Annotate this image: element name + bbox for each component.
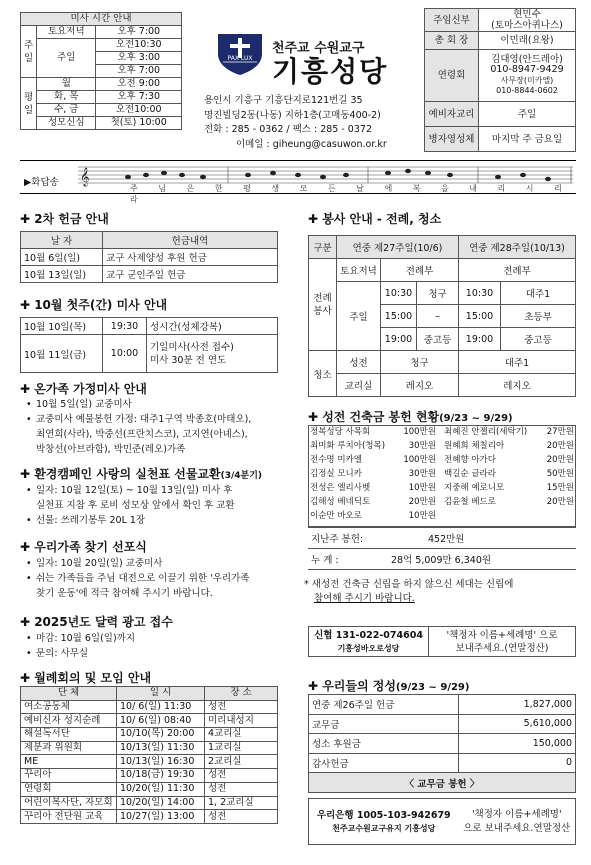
table-cell: 10:30 [381,282,417,305]
list-item: • 선물: 쓰레기봉투 20L 1장 [26,515,146,526]
email: 이메일 : giheung@casuwon.or.kr [236,138,387,150]
list-item: • 일자: 10월 12일(토) ~ 10월 13일(일) 미사 후 [26,485,233,496]
table-cell: 20만원 [546,455,574,465]
table-cell: – [417,305,459,328]
week-total: 452만원 [388,528,576,549]
staff-name: 김대영(안드레아) 010-8947-9429 사무장(미카엘) 010-8844-0602 [479,50,576,102]
list-item: 박창선(아브라함), 박민준(레오)가족 [36,444,186,455]
mass-time: 오후 3:00 [96,52,182,65]
mass-day: 수, 금 [37,104,96,117]
cross-icon: ✚ [308,679,319,693]
staff-name: 현민수 (토마스아퀴나스) [479,9,576,32]
list-item: • 문의: 사무실 [26,648,89,659]
section-title: ✚ 봉사 안내 - 전례, 청소 [308,212,442,226]
table-cell: 27만원 [546,427,574,437]
eco-list [26,483,235,528]
table-cell: 1,827,000 [459,695,576,715]
cross-icon: ✚ [20,212,31,226]
mass-time: 오후 7:00 [96,65,182,78]
table-cell: 중고등 [501,328,576,351]
table-cell: 10/ 6(일) 11:30 [117,700,205,714]
list-item: • 10월 5일(일) 교중미사 [26,399,132,410]
table-cell: 100만원 [403,455,436,465]
table-cell: 성전 [205,769,278,783]
table-cell: 전성은 엘리사벳 [310,483,371,493]
table-cell: 성전 [337,351,381,374]
list-item: 실천표 지참 후 로비 성모상 앞에서 확인 후 교환 [36,500,235,511]
cross-icon: ✚ [20,671,31,685]
dues-title: 〈 교무금 봉헌 〉 [309,773,576,793]
column-header: 연중 제28주일(10/13) [459,236,576,259]
table-cell: 20만원 [546,497,574,507]
table-cell: 10/27(일) 13:00 [117,810,205,824]
table-cell: 10월 13일(일) [21,266,103,283]
fund-note [304,578,513,606]
liturgy-label: 전례 봉사 [309,259,337,351]
table-cell: 정복성당 사목회 [310,427,371,437]
mass-times-table [20,12,182,130]
cross-icon: ✚ [20,615,31,629]
cross-icon: ✚ [20,382,31,396]
table-cell: 여소공동체 [21,700,117,714]
table-cell: 10월 11일(금) [21,335,103,373]
table-cell: 1교리실 [205,741,278,755]
fund-total-table [308,527,576,570]
service-table [308,235,576,397]
section-title: ✚ 10월 첫주(간) 미사 안내 [20,298,168,312]
account-memo: '책정자 이름+세례명' 으로 보내주세요.연말정산 [459,799,576,845]
table-cell: 성시간(성체강복) [147,318,278,335]
table-cell: 김해성 베네딕토 [310,497,371,507]
table-cell: 10/13(일) 11:30 [117,741,205,755]
cross-icon: ✚ [20,298,31,312]
table-cell: 100만원 [403,427,436,437]
table-cell: 김윤철 베드로 [444,497,496,507]
list-item: • 일자: 10월 20일(일) 교중미사 [26,558,163,569]
table-cell: 19:30 [103,318,147,335]
svg-text:PAX LUX: PAX LUX [227,55,253,62]
column-header: 일 시 [117,687,205,701]
table-cell: 150,000 [459,734,576,754]
table-cell: 10/13(일) 16:30 [117,755,205,769]
mass-time: 오후 7:30 [96,91,182,104]
table-cell: 원혜희 체칠리아 [444,441,505,451]
parish-logo [215,32,265,76]
table-cell: 19:00 [381,328,417,351]
offering-table [308,694,576,793]
staff-role: 주임신부 [425,9,479,32]
table-cell: 10/18(금) 19:30 [117,769,205,783]
table-cell: 백길순 글라라 [444,469,496,479]
section-title: ✚ 우리들의 정성(9/23 ~ 9/29) [308,679,470,693]
table-cell: 레지오 [381,374,459,397]
list-item: • 쉬는 가족들을 주님 대전으로 이끌기 위한 '우리가족 [26,573,250,584]
table-cell: 대주1 [459,351,576,374]
section-title: ✚ 환경캠페인 사랑의 실천표 선물교환(3/4분기) [20,467,263,481]
psalm-response [20,160,576,204]
sunday-label: 주 일 [21,26,37,78]
table-cell: 성전 [205,700,278,714]
weekday-label: 평 일 [21,78,37,130]
table-cell: 성전 [205,782,278,796]
address-line-1: 용인시 기흥구 기흥단지로121번길 35 [204,95,363,106]
table-cell: 지중해 예로니모 [444,483,505,493]
list-item: • 마감: 10월 6일(일)까지 [26,633,136,644]
building-fund-table [308,425,576,523]
table-cell: 전례부 [381,259,459,282]
psalm-label: ▶화답송 [24,177,59,188]
table-cell: 레지오 [459,374,576,397]
cross-icon: ✚ [308,212,319,226]
table-cell: 15:00 [381,305,417,328]
section-title: ✚ 성전 건축금 봉헌 현황(9/23 ~ 9/29) [308,410,513,424]
table-cell: 15만원 [546,483,574,493]
table-cell: 20만원 [546,441,574,451]
table-cell: 미리내성지 [205,714,278,728]
fund-note-line: 참여해 주시기 바랍니다. [314,593,415,604]
mass-time: 첫(토) 10:00 [96,117,182,130]
address-line-2: 명진빌딩2동(나동) 지하1층(고매동400-2) [204,109,381,121]
table-cell: 중고등 [417,328,459,351]
grand-total: 28억 5,009만 6,340원 [388,549,576,570]
bank-account: 우리은행 1005-103-942679 천주교수원교구유지 기흥성당 [309,799,459,845]
table-cell: 전례부 [459,259,576,282]
table-cell: 청구 [417,282,459,305]
column-header: 날 자 [21,232,103,249]
find-family-list [26,556,249,601]
table-cell: 10:00 [103,335,147,373]
table-cell: 전혜향 아가다 [444,455,496,465]
table-cell: 제분과 위원회 [21,741,117,755]
cross-icon: ✚ [20,467,31,481]
account-memo: '책정자 이름+세례명' 으로 보내주세요.(연말정산) [429,627,576,657]
table-cell [541,509,576,523]
table-cell: 20만원 [408,497,436,507]
table-cell: 김정실 모니카 [310,469,362,479]
staff-role: 총 회 장 [425,32,479,50]
phone-fax: 전화 : 285 - 0362 / 팩스 : 285 - 0372 [204,124,372,135]
family-mass-list [26,397,251,457]
staff-role: 병자영성체 [425,127,479,152]
cross-icon: ✚ [308,410,319,424]
mass-day: 주일 [37,39,96,78]
table-cell: 2교리실 [205,755,278,769]
section-title: ✚ 2차 헌금 안내 [20,212,109,226]
section-title: ✚ 2025년도 달력 광고 접수 [20,615,173,629]
column-header: 단 체 [21,687,117,701]
table-cell: 10/ 6(일) 08:40 [117,714,205,728]
staff-name: 마지막 주 금요일 [479,127,576,152]
table-cell: 1, 2교리실 [205,796,278,810]
mass-time: 오전10:00 [96,104,182,117]
column-header: 연중 제27주일(10/6) [337,236,459,259]
table-cell: 10/10(목) 20:00 [117,728,205,742]
mass-day: 성모신심 [37,117,96,130]
table-cell: 꾸리아 [21,769,117,783]
table-cell: 교무금 [309,714,459,734]
list-item: 최연희(사라), 박중선(프란치스코), 고지연(아녜스), [36,429,248,440]
table-cell: 해설독서단 [21,728,117,742]
table-cell: 최미화 루치아(청목) [310,441,386,451]
meetings-table [20,686,278,824]
table-cell: ME [21,755,117,769]
table-cell: 꾸리아 전단원 교육 [21,810,117,824]
table-cell: 30만원 [408,441,436,451]
table-cell: 10월 6일(일) [21,249,103,266]
staff-table [424,8,576,152]
parish-subtitle: 천주교 수원교구 [272,41,365,56]
cleaning-label: 청소 [309,351,337,397]
table-cell: 주일 [337,282,381,351]
table-cell: 10/20(일) 14:00 [117,796,205,810]
section-title: ✚ 우리가족 찾기 선포식 [20,540,147,554]
mass-day: 월 [37,78,96,91]
fund-account-table [308,626,576,657]
table-cell: 연령회 [21,782,117,796]
staff-role: 연령회 [425,50,479,102]
table-cell: 50만원 [546,469,574,479]
table-cell: 19:00 [459,328,501,351]
table-cell: 최혜진 안젤리(세탁기) [444,427,528,437]
table-cell: 예비신자 성지순례 [21,714,117,728]
cross-icon: ✚ [20,540,31,554]
column-header: 헌금내역 [103,232,278,249]
table-cell: 청구 [381,351,459,374]
table-cell: 초등부 [501,305,576,328]
mass-times-title: 미사 시간 안내 [21,13,182,26]
staff-name: 주일 [479,102,576,127]
table-cell: 대주1 [501,282,576,305]
table-cell: 기일미사(사전 접수) 미사 30분 전 연도 [147,335,278,373]
mass-time: 오후 7:00 [96,26,182,39]
week-label: 지난주 봉헌: [308,528,388,549]
table-cell: 전수명 미카엘 [310,455,362,465]
total-label: 누 계 : [308,549,388,570]
svg-text:𝄞: 𝄞 [80,167,90,186]
bank-account: 신협 131-022-074604 기흥성바오로성당 [309,627,429,657]
table-cell: 교리실 [337,374,381,397]
staff-name: 이민래(요왕) [479,32,576,50]
section-title: ✚ 온가족 가정미사 안내 [20,382,147,396]
psalm-lyrics: 주 님 은 한 평 생 모 든 날 에 복 을 내 리 시 리 라 [130,184,568,204]
table-cell: 연중 제26주일 헌금 [309,695,459,715]
staff-role: 예비자교리 [425,102,479,127]
first-week-mass-table [20,317,278,373]
parish-contact [204,94,387,152]
fund-note-line: * 새성전 건축금 신립을 하지 않으신 세대는 신립에 [304,579,514,590]
mass-day: 화, 목 [37,91,96,104]
table-cell [438,509,541,523]
table-cell: 10/20(일) 11:30 [117,782,205,796]
shield-logo-icon [215,32,265,76]
table-cell: 어린이복사단, 자모회 [21,796,117,810]
table-cell: 토요저녁 [337,259,381,282]
section-title: ✚ 월례회의 및 모임 안내 [20,671,152,685]
table-cell: 10월 10일(목) [21,318,103,335]
parish-name: 기흥성당 [272,55,389,88]
mass-time: 오전10:30 [96,39,182,52]
table-cell: 성소 후원금 [309,734,459,754]
table-cell: 10만원 [408,511,436,521]
table-cell: 교구 사제양성 후원 헌금 [103,249,278,266]
dues-account-table [308,798,576,845]
table-cell: 10만원 [408,483,436,493]
table-cell: 0 [459,753,576,773]
table-cell: 성전 [205,810,278,824]
list-item: 찾기 운동'에 적극 참여해 주시기 바랍니다. [36,588,213,599]
column-header: 구분 [309,236,337,259]
table-cell: 4교리실 [205,728,278,742]
table-cell: 이순만 바오로 [310,511,362,521]
table-cell: 30만원 [408,469,436,479]
table-cell: 교구 군인주일 헌금 [103,266,278,283]
table-cell: 5,610,000 [459,714,576,734]
table-cell: 15:00 [459,305,501,328]
mass-time: 오전 9:00 [96,78,182,91]
table-cell: 10:30 [459,282,501,305]
collection-table [20,231,278,283]
table-cell: 감사헌금 [309,753,459,773]
list-item: • 교중미사 예물봉헌 가정: 대주1구역 박종호(마태오), [26,414,252,425]
column-header: 장 소 [205,687,278,701]
mass-day: 토요저녁 [37,26,96,39]
calendar-list [26,631,135,661]
